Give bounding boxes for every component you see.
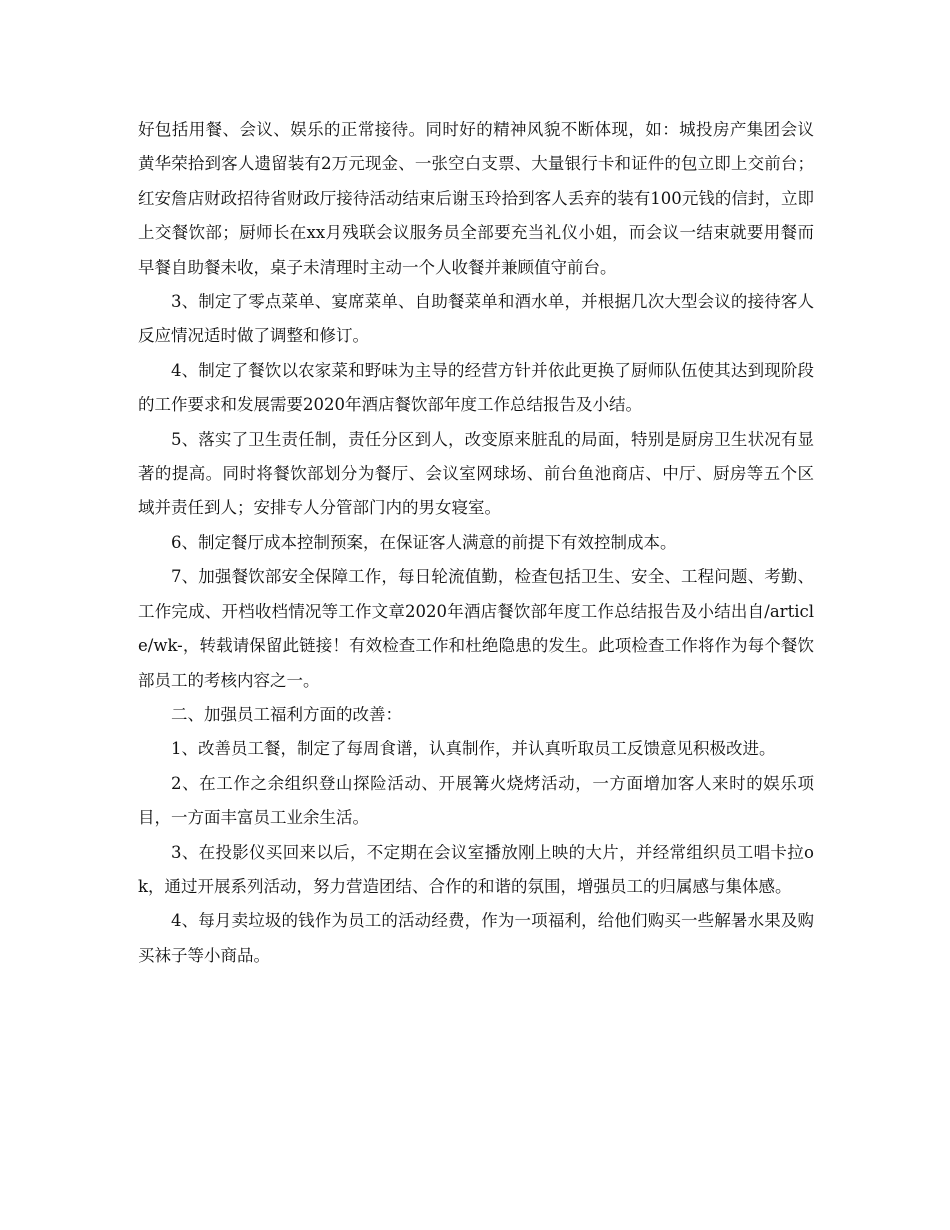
paragraph-cost-control: 6、制定餐厅成本控制预案，在保证客人满意的前提下有效控制成本。 [171, 532, 677, 552]
paragraph-business-policy: 4、制定了餐饮以农家菜和野味为主导的经营方针并依此更换了厨师队伍使其达到现阶段的工作要求和发展需要2020年酒店餐饮部年度工作总结报告及小结。 [138, 360, 814, 415]
paragraph-activities: 2、在工作之余组织登山探险活动、开展篝火烧烤活动，一方面增加客人来时的娱乐项目，一方面丰富员工业余生活。 [138, 773, 814, 828]
paragraph-projector: 3、在投影仪买回来以后，不定期在会议室播放刚上映的大片，并经常组织员工唱卡拉ok，通过开展系列活动，努力营造团结、合作的和谐的氛围，增强员工的归属感与集体感。 [138, 842, 814, 896]
document-page [138, 113, 814, 973]
paragraph-reception-examples: 好包括用餐、会议、娱乐的正常接待。同时好的精神风貌不断体现，如：城投房产集团会议黄华荣拾到客人遗留装有2万元现金、一张空白支票、大量银行卡和证件的包立即上交前台；红安詹店财政招待省财政厅接待活动结束后谢玉玲拾到客人丢弃的装有100元钱的信封，立即上交餐饮部；厨师长在xx月残联会议服务员全部要充当礼仪小姐，而会议一结束就要用餐而早餐自助餐未收，桌子未清理时主动一个人收餐并兼顾值守前台。 [138, 120, 814, 277]
paragraph-safety: 7、加强餐饮部安全保障工作，每日轮流值勤，检查包括卫生、安全、工程问题、考勤、工作完成、开档收档情况等工作文章2020年酒店餐饮部年度工作总结报告及小结出自/article/wk-，转载请保留此链接！有效检查工作和杜绝隐患的发生。此项检查工作将作为每个餐饮部员工的考核内容之一。 [138, 567, 814, 690]
paragraph-staff-meals: 1、改善员工餐，制定了每周食谱，认真制作，并认真听取员工反馈意见积极改进。 [171, 739, 776, 759]
paragraph-hygiene: 5、落实了卫生责任制，责任分区到人，改变原来脏乱的局面，特别是厨房卫生状况有显著的提高。同时将餐饮部划分为餐厅、会议室网球场、前台鱼池商店、中厅、厨房等五个区域并责任到人；安排专人分管部门内的男女寝室。 [138, 429, 814, 518]
section-heading-welfare: 二、加强员工福利方面的改善： [171, 704, 402, 724]
paragraph-fund: 4、每月卖垃圾的钱作为员工的活动经费，作为一项福利，给他们购买一些解暑水果及购买袜子等小商品。 [138, 911, 814, 965]
paragraph-menus: 3、制定了零点菜单、宴席菜单、自助餐菜单和酒水单，并根据几次大型会议的接待客人反应情况适时做了调整和修订。 [138, 292, 814, 346]
